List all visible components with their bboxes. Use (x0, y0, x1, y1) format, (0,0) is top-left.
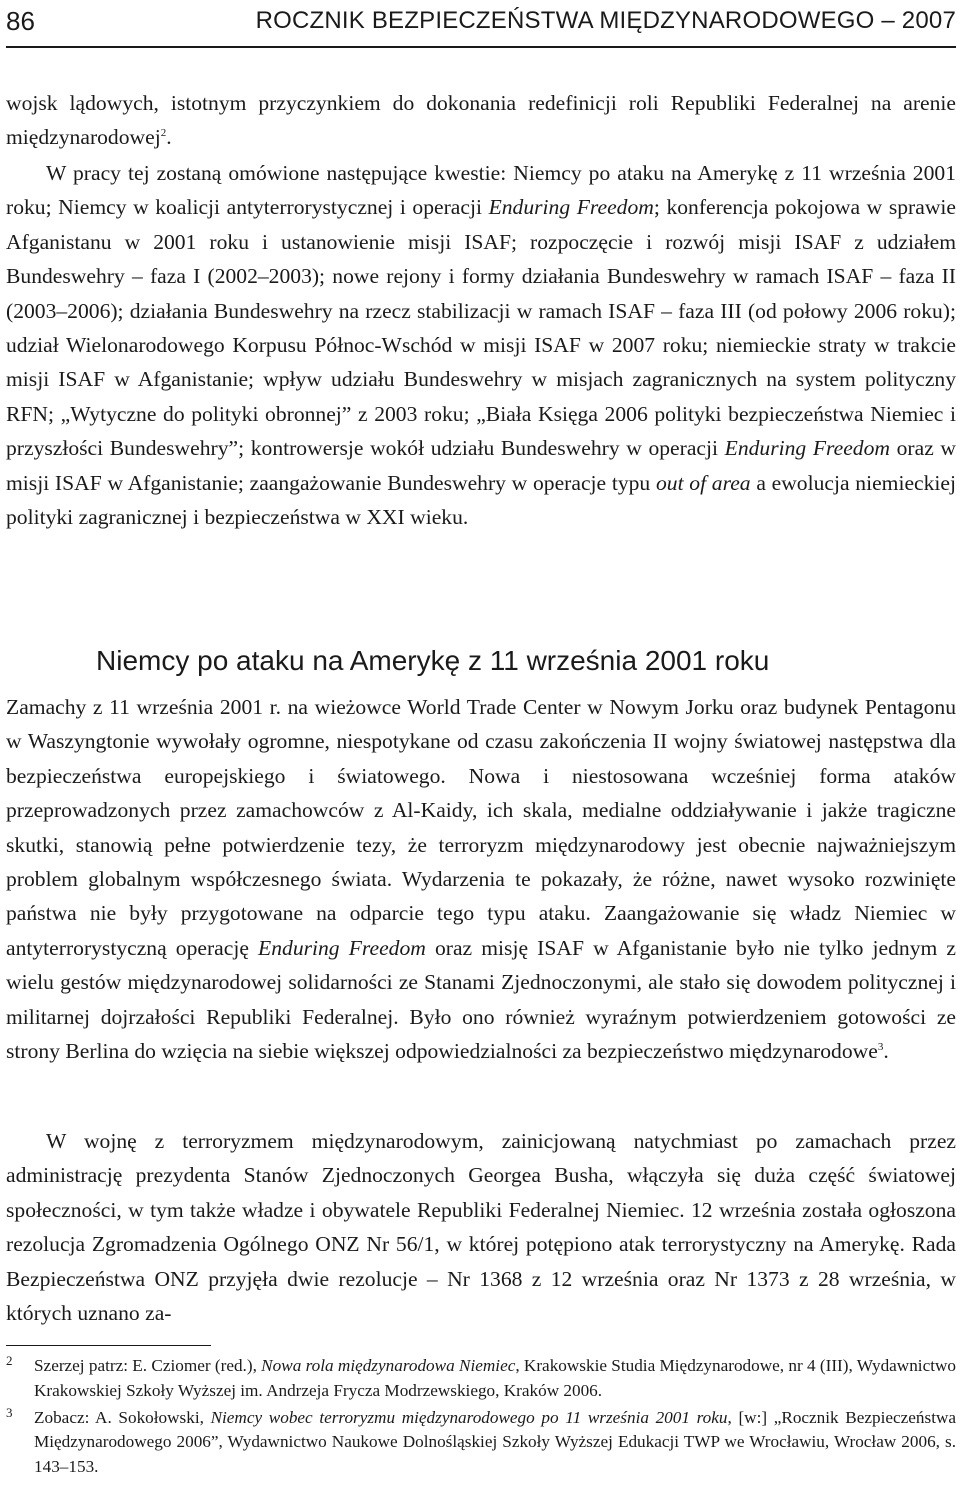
paragraph-war-on-terror (6, 1124, 956, 1330)
footnote-ref-2[interactable]: 2 (160, 127, 167, 140)
italic-title: Niemcy wobec terroryzmu międzynarodowego po 11 września 2001 roku (210, 1407, 728, 1427)
footnote-number: 2 (6, 1353, 13, 1368)
text-run: W pracy tej zostaną omówione następujące kwestie: Niemcy po ataku na Amerykę z 11 września 2001 roku; Niemcy w koalicji antyterrorystycznej i operacji (6, 161, 956, 220)
text-run: W wojnę z terroryzmem międzynarodowym, zainicjowaną natychmiast po zamachach przez administrację prezydenta Stanów Zjednoczonych Georgea Busha, włączyła się duża część światowej społeczności, w tym także władze i obywatele Republiki Federalnej Niemiec. 12 września została ogłoszona rezolucja Zgromadzenia Ogólnego ONZ Nr 56/1, w której potępiono atak terrorystyczny na Amerykę. Rada Bezpieczeństwa ONZ przyjęła dwie rezolucje – Nr 1368 z 12 września oraz Nr 1373 z 28 września, w których uznano za- (6, 1129, 956, 1326)
footnote-2 (6, 1354, 956, 1404)
text-run: ; konferencja pokojowa w sprawie Afganistanu w 2001 roku i ustanowienie misji ISAF; rozpoczęcie i rozwój misji ISAF z udziałem Bundeswehry – faza I (2002–2003); nowe rejony i formy działania Bundeswehry w ramach ISAF – faza II (2003–2006); działania Bundeswehry na rzecz stabilizacji w ramach ISAF – faza III (od połowy 2006 roku); udział Wielonarodowego Korpusu Północ-Wschód w misji ISAF w 2007 roku; niemieckie straty w trakcie misji ISAF w Afganistanie; wpływ udziału Bundeswehry w misjach zagranicznych na system polityczny RFN; „Wytyczne do polityki obronnej” z 2003 roku; „Biała Księga 2006 polityki bezpieczeństwa Niemiec i przyszłości Bundeswehry”; kontrowersje wokół udziału Bundeswehry w operacji (6, 195, 957, 461)
italic-title: Nowa rola międzynarodowa Niemiec (261, 1356, 516, 1375)
text-run: , [w:] „Rocznik Bezpieczeństwa Międzynarodowego 2006”, Wydawnictwo Naukowe Dolnośląskiej Szkoły Wyższej Edukacji TWP we Wrocławiu, Wrocław 2006, s. 143–153. (34, 1407, 957, 1477)
text-run: Zobacz: A. Sokołowski, (34, 1407, 211, 1427)
text-run: oraz misję ISAF w Afganistanie było nie tylko jednym z wielu gestów międzynarodowej solidarności ze Stanami Zjednoczonymi, ale stało się dowodem politycznej i militarnej dojrzałości Republiki Federalnej. Było ono również wyraźnym potwierdzeniem gotowości ze strony Berlina do wzięcia na siebie większej odpowiedzialności za bezpieczeństwo międzynarodowe (6, 935, 956, 1064)
italic-term: out of area (655, 470, 751, 495)
footnotes (6, 1354, 956, 1482)
paragraph-intro-continuation (6, 86, 956, 155)
text-run: Szerzej patrz: E. Cziomer (red.), (34, 1356, 262, 1375)
footnote-number: 3 (6, 1404, 13, 1420)
text-run: a ewolucja niemieckiej polityki zagranicznej i bezpieczeństwa w XXI wieku. (6, 470, 957, 530)
footnote-3 (6, 1406, 956, 1480)
text-run: oraz w misji ISAF w Afganistanie; zaangażowanie Bundeswehry w operacje typu (6, 436, 957, 495)
text-run: , Krakowskie Studia Międzynarodowe, nr 4 (III), Wydawnictwo Krakowskiej Szkoły Wyższej im. Andrzeja Frycza Modrzewskiego, Kraków 2006. (34, 1356, 956, 1400)
text-run: Zamachy z 11 września 2001 r. na wieżowce World Trade Center w Nowym Jorku oraz budynek Pentagonu w Waszyngtonie wywołały ogromne, niespotykane od czasu zakończenia II wojny światowej następstwa dla bezpieczeństwa europejskiego i światowego. Nowa i niestosowana wcześniej forma ataków przeprowadzonych przez zamachowców z Al-Kaidy, ich skala, medialne oddziaływanie i jakże tragiczne skutki, stanowią pełne potwierdzenie tezy, że terroryzm międzynarodowy jest obecnie najważniejszym problem globalnym współczesnego świata. Wydarzenia te pokazały, że różne, nawet wysoko rozwinięte państwa nie były przygotowane na odparcie tego typu ataku. Zaangażowanie się władz Niemiec w antyterrorystyczną operację (6, 695, 956, 960)
italic-term: Enduring Freedom (258, 935, 426, 960)
footnote-ref-3[interactable]: 3 (877, 1040, 884, 1053)
running-title: ROCZNIK BEZPIECZEŃSTWA MIĘDZYNARODOWEGO – 2007 (255, 7, 956, 34)
paragraph-attacks (6, 690, 956, 1068)
section-heading: Niemcy po ataku na Amerykę z 11 września 2001 roku (96, 645, 770, 676)
page-header (6, 4, 956, 44)
page-number: 86 (6, 6, 35, 36)
text-run: . (883, 1039, 889, 1064)
footnote-rule (6, 1345, 211, 1346)
text-run: wojsk lądowych, istotnym przyczynkiem do dokonania redefinicji roli Republiki Federalnej na arenie międzynarodowej (6, 91, 956, 150)
header-rule (6, 46, 956, 48)
paragraph-scope (6, 156, 956, 534)
italic-term: Enduring Freedom (724, 436, 890, 461)
text-run: . (166, 125, 172, 150)
italic-term: Enduring Freedom (488, 195, 654, 220)
